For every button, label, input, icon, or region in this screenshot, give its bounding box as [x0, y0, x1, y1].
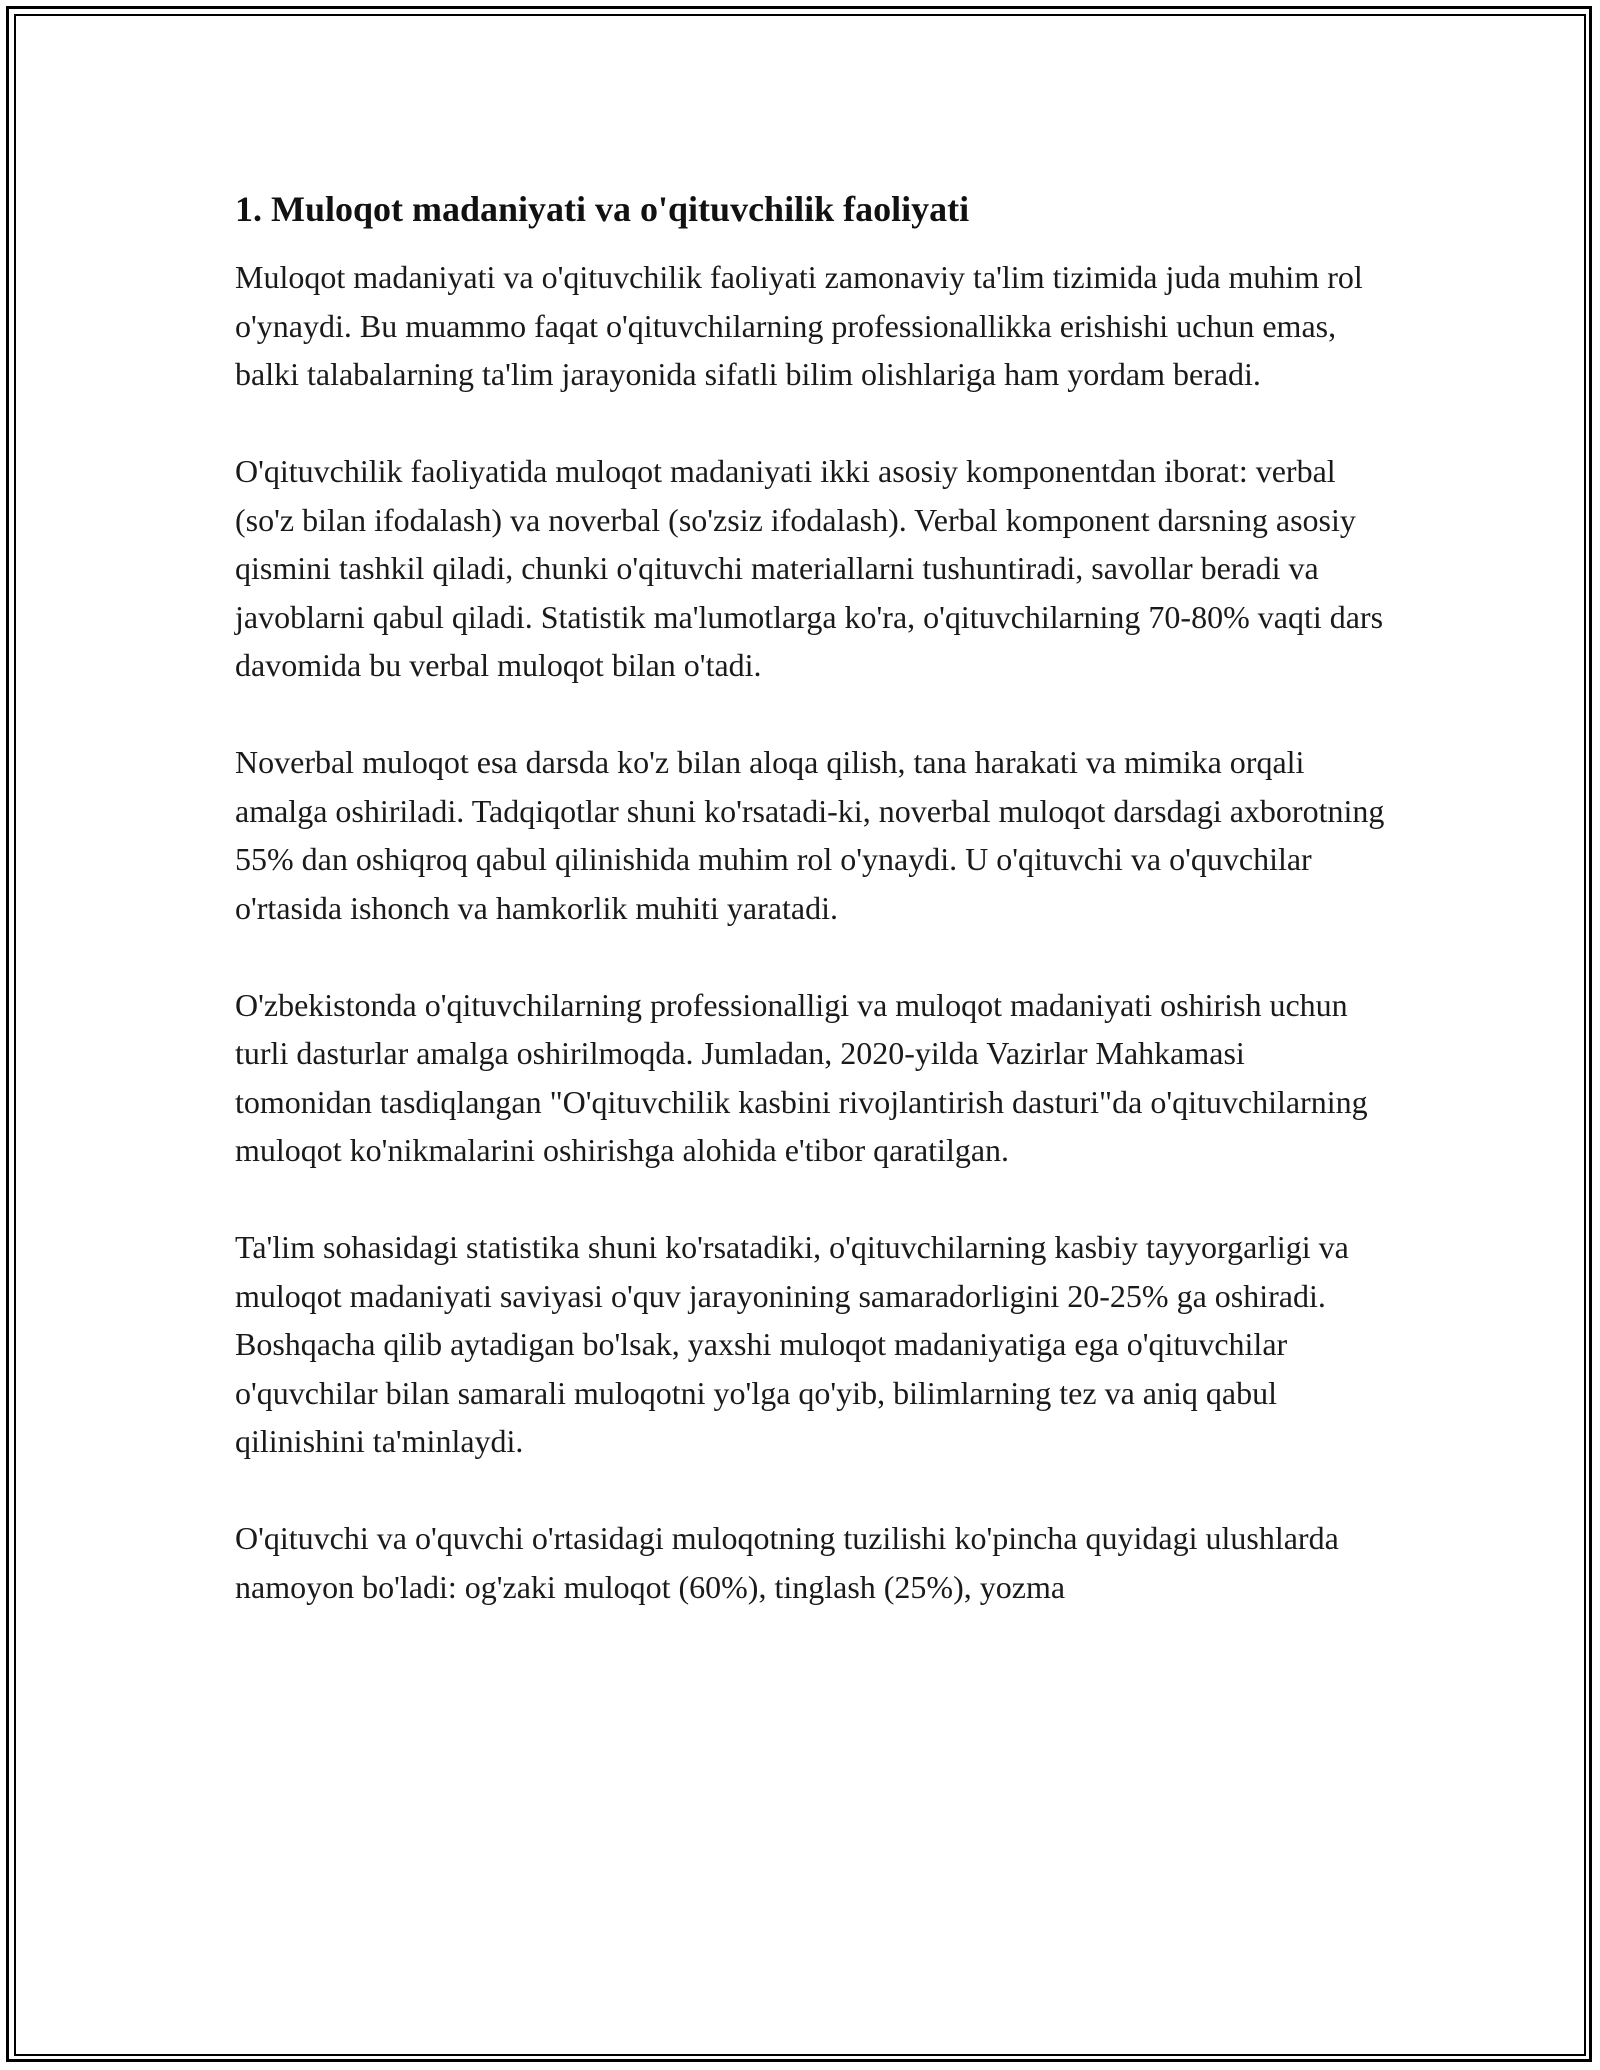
paragraph-2: O'qituvchilik faoliyatida muloqot madaniyati ikki asosiy komponentdan iborat: verbal (so'z bilan ifodalash) va noverbal (so'zsiz ifodalash). Verbal komponent darsning asosiy qismini tashkil qiladi, chunki o'qituvchi materiallarni tushuntiradi, savollar beradi va javoblarni qabul qiladi. Statistik ma'lumotlarga ko'ra, o'qituvchilarning 70-80% vaqti dars davomida bu verbal muloqot bilan o'tadi.: [235, 453, 1384, 683]
paragraph-5: Ta'lim sohasidagi statistika shuni ko'rsatadiki, o'qituvchilarning kasbiy tayyorgarligi va muloqot madaniyati saviyasi o'quv jarayonining samaradorligini 20-25% ga oshiradi. Boshqacha qilib aytadigan bo'lsak, yaxshi muloqot madaniyatiga ega o'qituvchilar o'quvchilar bilan samarali muloqotni yo'lga qo'yib, bilimlarning tez va aniq qabul qilinishini ta'minlaydi.: [235, 1229, 1349, 1459]
paragraph-4: O'zbekistonda o'qituvchilarning professionalligi va muloqot madaniyati oshirish uchun turli dasturlar amalga oshirilmoqda. Jumladan, 2020-yilda Vazirlar Mahkamasi tomonidan tasdiqlangan "O'qituvchilik kasbini rivojlantirish dasturi"da o'qituvchilarning muloqot ko'nikmalarini oshirishga alohida e'tibor qaratilgan.: [235, 986, 1368, 1168]
paragraph-1: Muloqot madaniyati va o'qituvchilik faoliyati zamonaviy ta'lim tizimida juda muhim rol o'ynaydi. Bu muammo faqat o'qituvchilarning professionallikka erishishi uchun emas, balki talabalarning ta'lim jarayonida sifatli bilim olishlariga ham yordam beradi.: [235, 259, 1363, 392]
document-body: [235, 185, 1385, 1660]
paragraph-6: O'qituvchi va o'quvchi o'rtasidagi muloqotning tuzilishi ko'pincha quyidagi ulushlarda namoyon bo'ladi: og'zaki muloqot (60%), tinglash (25%), yozma: [235, 1520, 1339, 1605]
paragraph-3: Noverbal muloqot esa darsda ko'z bilan aloqa qilish, tana harakati va mimika orqali amalga oshiriladi. Tadqiqotlar shuni ko'rsatadi-ki, noverbal muloqot darsdagi axborotning 55% dan oshiqroq qabul qilinishida muhim rol o'ynaydi. U o'qituvchi va o'quvchilar o'rtasida ishonch va hamkorlik muhiti yaratadi.: [235, 744, 1385, 926]
section-heading: 1. Muloqot madaniyati va o'qituvchilik faoliyati: [235, 189, 970, 229]
